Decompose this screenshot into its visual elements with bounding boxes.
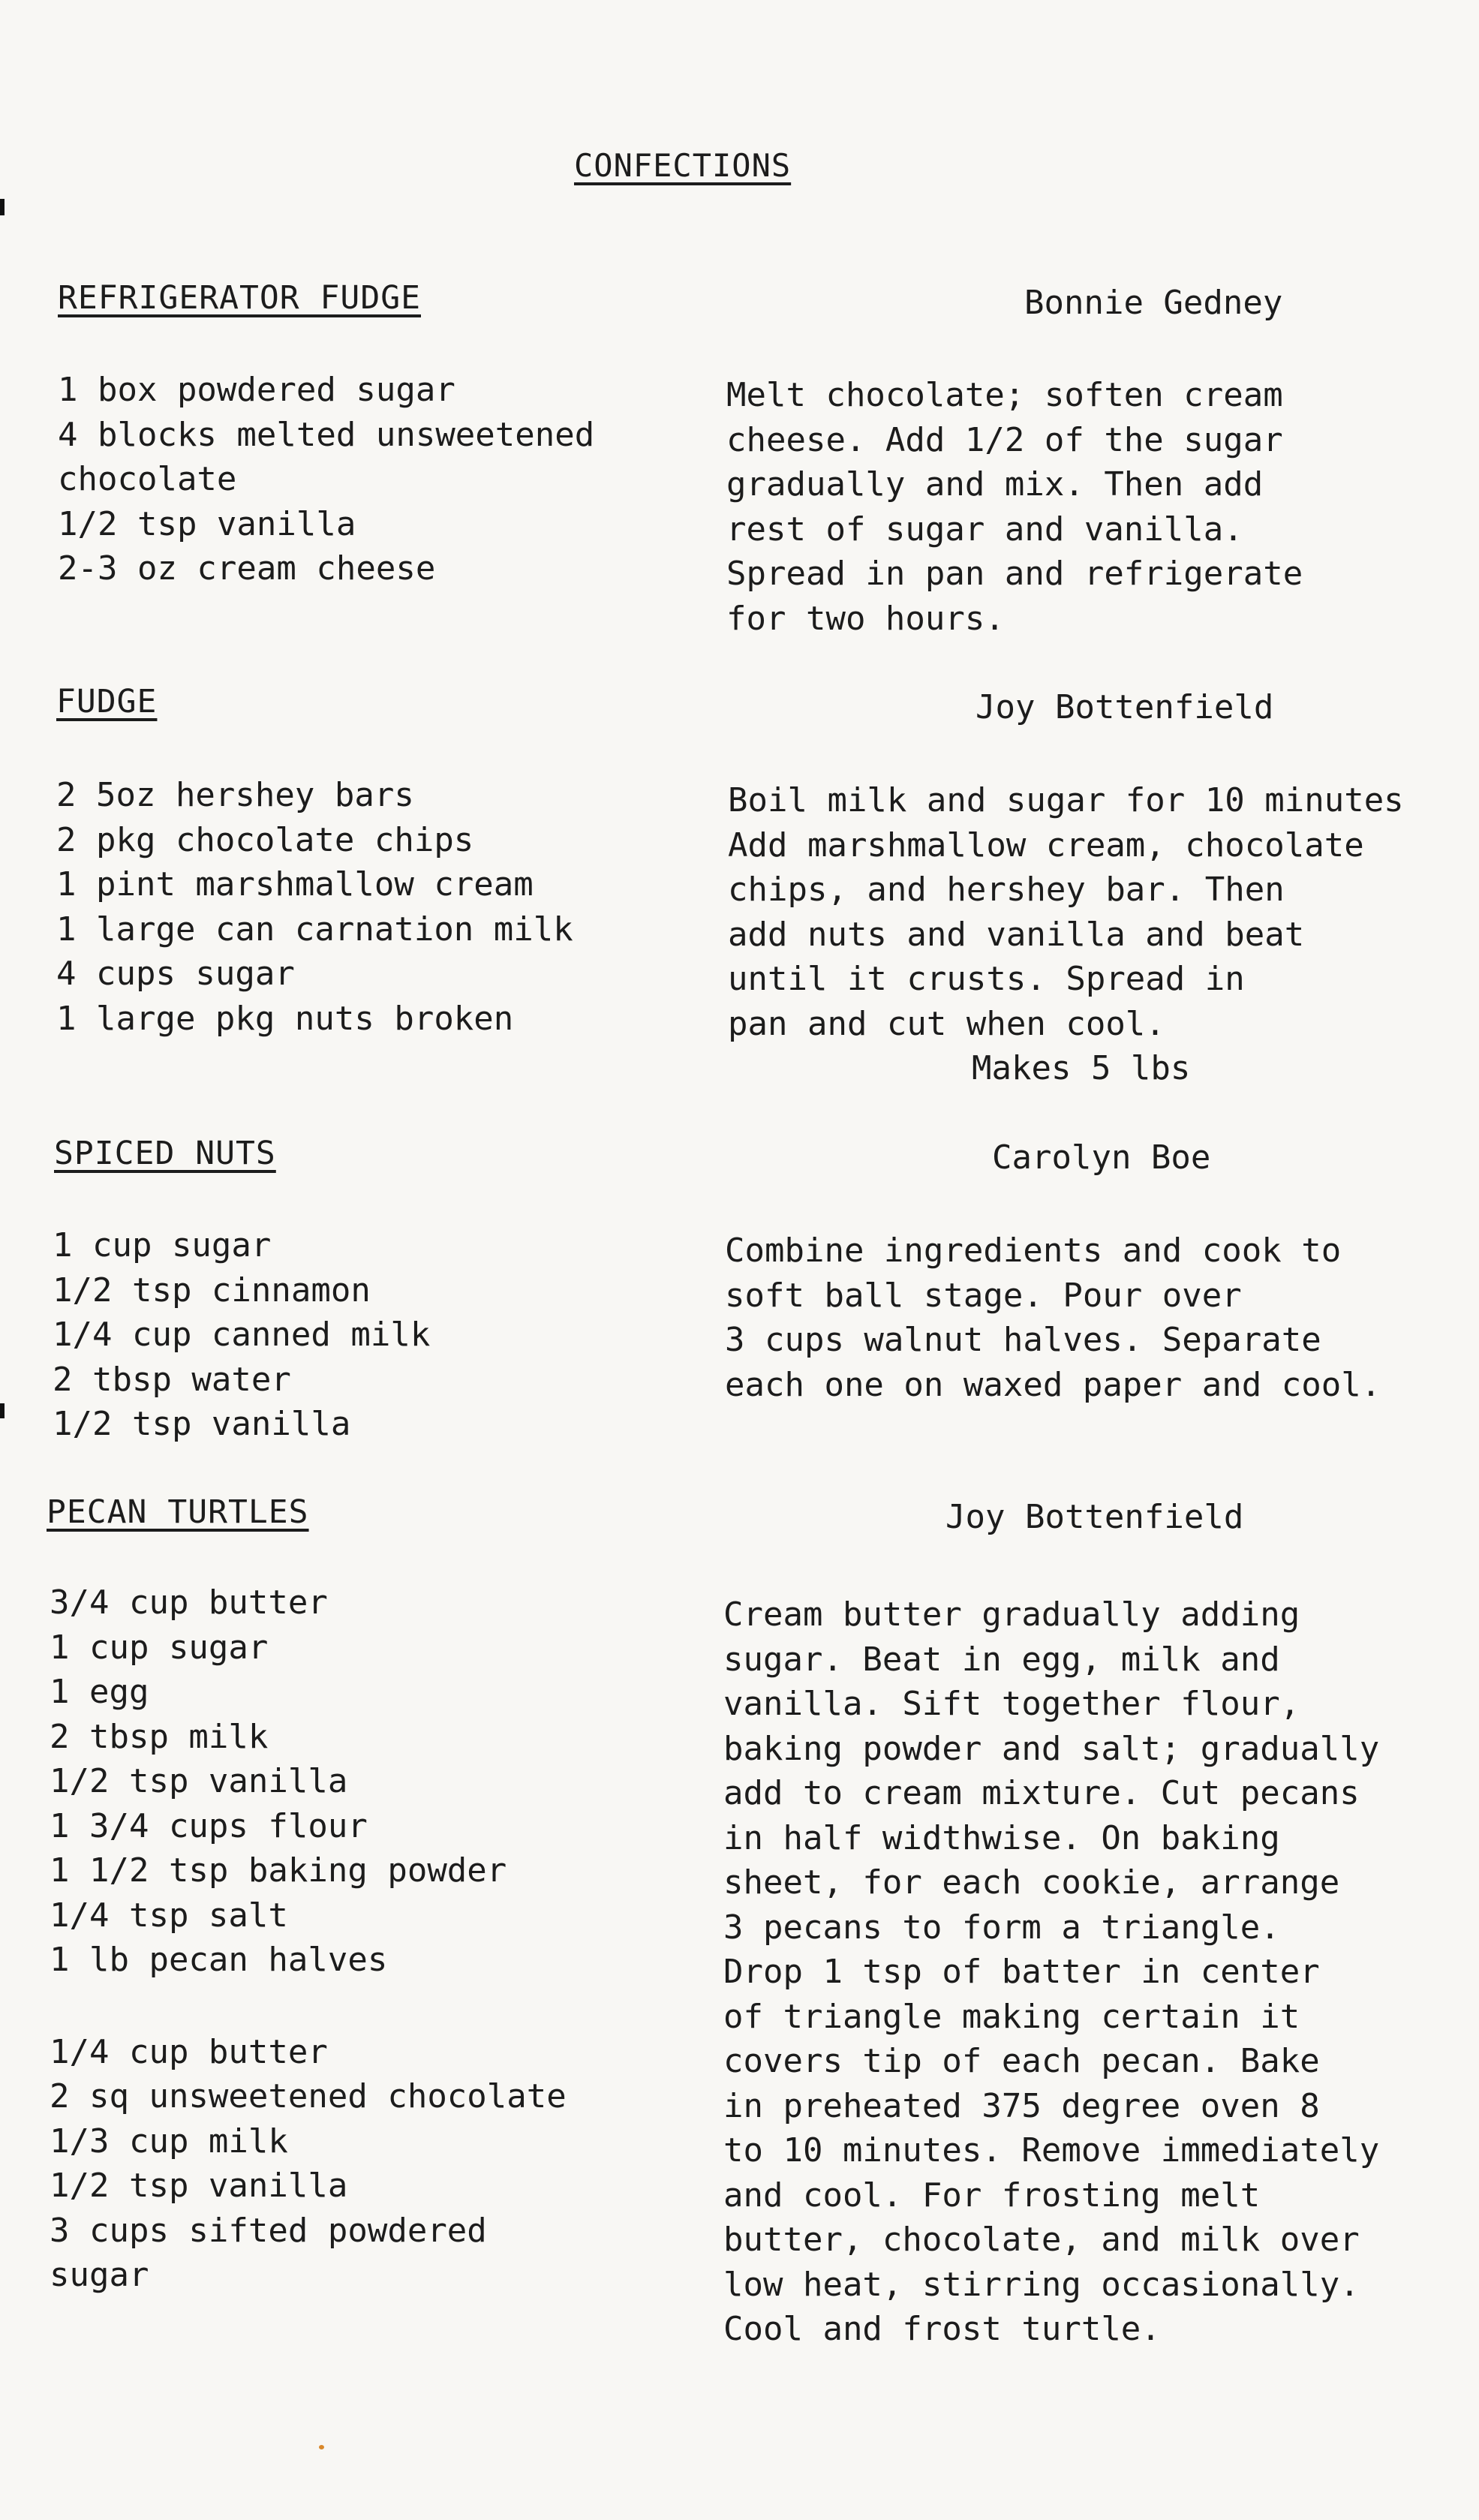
recipe-author: Bonnie Gedney — [1024, 284, 1283, 322]
method-line: Add marshmallow cream, chocolate — [728, 825, 1364, 865]
recipe-author: Carolyn Boe — [992, 1138, 1211, 1177]
frosting-ingredient: 1/4 cup butter — [50, 2032, 328, 2071]
method-line: Cream butter gradually adding — [723, 1595, 1300, 1634]
ingredient: 1 large pkg nuts broken — [56, 999, 514, 1038]
method-line: vanilla. Sift together flour, — [723, 1685, 1300, 1723]
frosting-ingredient: 2 sq unsweetened chocolate — [50, 2077, 567, 2116]
ingredient: 2-3 oz cream cheese — [58, 549, 436, 588]
ingredient: chocolate — [58, 460, 237, 498]
ingredient: 2 tbsp milk — [50, 1717, 269, 1756]
method-line: each one on waxed paper and cool. — [725, 1365, 1381, 1404]
method-line: rest of sugar and vanilla. — [726, 510, 1243, 549]
method-line: 3 pecans to form a triangle. — [723, 1908, 1280, 1947]
method-line: pan and cut when cool. — [728, 1004, 1165, 1043]
ingredient: 1 pint marshmallow cream — [56, 865, 534, 904]
method-line: sheet, for each cookie, arrange — [723, 1863, 1340, 1902]
recipe-author: Joy Bottenfield — [945, 1498, 1244, 1536]
method-line: of triangle making certain it — [723, 1997, 1300, 2036]
frosting-ingredient: sugar — [50, 2256, 149, 2294]
method-text — [725, 1228, 1381, 1407]
ingredient: 1 cup sugar — [53, 1226, 272, 1265]
method-line: soft ball stage. Pour over — [725, 1276, 1242, 1315]
ingredient-list — [56, 773, 573, 1041]
method-line: add to cream mixture. Cut pecans — [723, 1774, 1360, 1812]
method-text — [723, 1592, 1379, 2352]
method-line: Boil milk and sugar for 10 minutes — [728, 781, 1404, 819]
ingredient: 1 1/2 tsp baking powder — [50, 1851, 507, 1890]
ingredient: 2 5oz hershey bars — [56, 776, 414, 814]
recipe-title-refrigerator-fudge: REFRIGERATOR FUDGE — [58, 279, 421, 317]
ingredient: 4 blocks melted unsweetened — [58, 415, 595, 454]
ingredient: 1/2 tsp vanilla — [58, 504, 356, 543]
recipe-author: Joy Bottenfield — [975, 688, 1274, 726]
method-line: chips, and hershey bar. Then — [728, 871, 1285, 909]
binding-mark — [0, 199, 5, 215]
method-line: Melt chocolate; soften cream — [726, 376, 1283, 414]
ingredient: 4 cups sugar — [56, 955, 295, 993]
ingredient-list — [50, 1580, 567, 2298]
method-line: until it crusts. Spread in — [728, 960, 1245, 998]
method-line: Spread in pan and refrigerate — [726, 555, 1303, 593]
method-line: covers tip of each pecan. Bake — [723, 2042, 1320, 2080]
ingredient: 2 tbsp water — [53, 1360, 291, 1399]
ingredient: 3/4 cup butter — [50, 1583, 328, 1622]
method-line: Drop 1 tsp of batter in center — [723, 1953, 1320, 1991]
method-line: in half widthwise. On baking — [723, 1818, 1280, 1857]
method-line: and cool. For frosting melt — [723, 2176, 1261, 2215]
yield-note: Makes 5 lbs — [972, 1049, 1191, 1087]
method-line: cheese. Add 1/2 of the sugar — [726, 420, 1283, 459]
method-line: for two hours. — [726, 599, 1005, 638]
recipe-title-fudge: FUDGE — [56, 683, 158, 720]
ingredient: 1/2 tsp cinnamon — [53, 1271, 371, 1310]
method-line: gradually and mix. Then add — [726, 465, 1264, 504]
ink-speck — [319, 2445, 324, 2449]
method-line: low heat, stirring occasionally. — [723, 2265, 1360, 2304]
ingredient: 2 pkg chocolate chips — [56, 820, 474, 859]
ingredient: 1/4 cup canned milk — [53, 1316, 431, 1354]
recipe-title-pecan-turtles: PECAN TURTLES — [47, 1493, 309, 1531]
method-line: Combine ingredients and cook to — [725, 1231, 1342, 1270]
frosting-ingredient: 3 cups sifted powdered — [50, 2211, 487, 2250]
method-text — [726, 373, 1303, 641]
ingredient: 1 3/4 cups flour — [50, 1806, 368, 1845]
method-text — [728, 778, 1404, 1091]
ingredient: 1 egg — [50, 1673, 149, 1711]
ingredient: 1 large can carnation milk — [56, 910, 573, 949]
ingredient: 1 lb pecan halves — [50, 1941, 388, 1979]
method-line: add nuts and vanilla and beat — [728, 915, 1305, 954]
ingredient-list — [58, 368, 594, 591]
ingredient: 1/2 tsp vanilla — [50, 1762, 348, 1800]
ingredient-spacer — [50, 1983, 567, 2030]
method-line: to 10 minutes. Remove immediately — [723, 2131, 1380, 2170]
ingredient: 1 cup sugar — [50, 1628, 269, 1667]
recipe-title-spiced-nuts: SPICED NUTS — [54, 1135, 276, 1172]
ingredient: 1 box powdered sugar — [58, 371, 455, 409]
ingredient-list — [53, 1223, 430, 1447]
binding-mark — [0, 1403, 5, 1418]
method-line: baking powder and salt; gradually — [723, 1729, 1380, 1768]
ingredient: 1/4 tsp salt — [50, 1896, 288, 1935]
frosting-ingredient: 1/3 cup milk — [50, 2122, 288, 2161]
method-line: butter, chocolate, and milk over — [723, 2221, 1360, 2259]
method-line: in preheated 375 degree oven 8 — [723, 2086, 1320, 2125]
page-title: CONFECTIONS — [574, 147, 792, 184]
frosting-ingredient: 1/2 tsp vanilla — [50, 2167, 348, 2205]
method-line: Cool and frost turtle. — [723, 2310, 1161, 2348]
method-line: 3 cups walnut halves. Separate — [725, 1321, 1321, 1359]
method-line: sugar. Beat in egg, milk and — [723, 1640, 1280, 1679]
ingredient: 1/2 tsp vanilla — [53, 1405, 351, 1443]
